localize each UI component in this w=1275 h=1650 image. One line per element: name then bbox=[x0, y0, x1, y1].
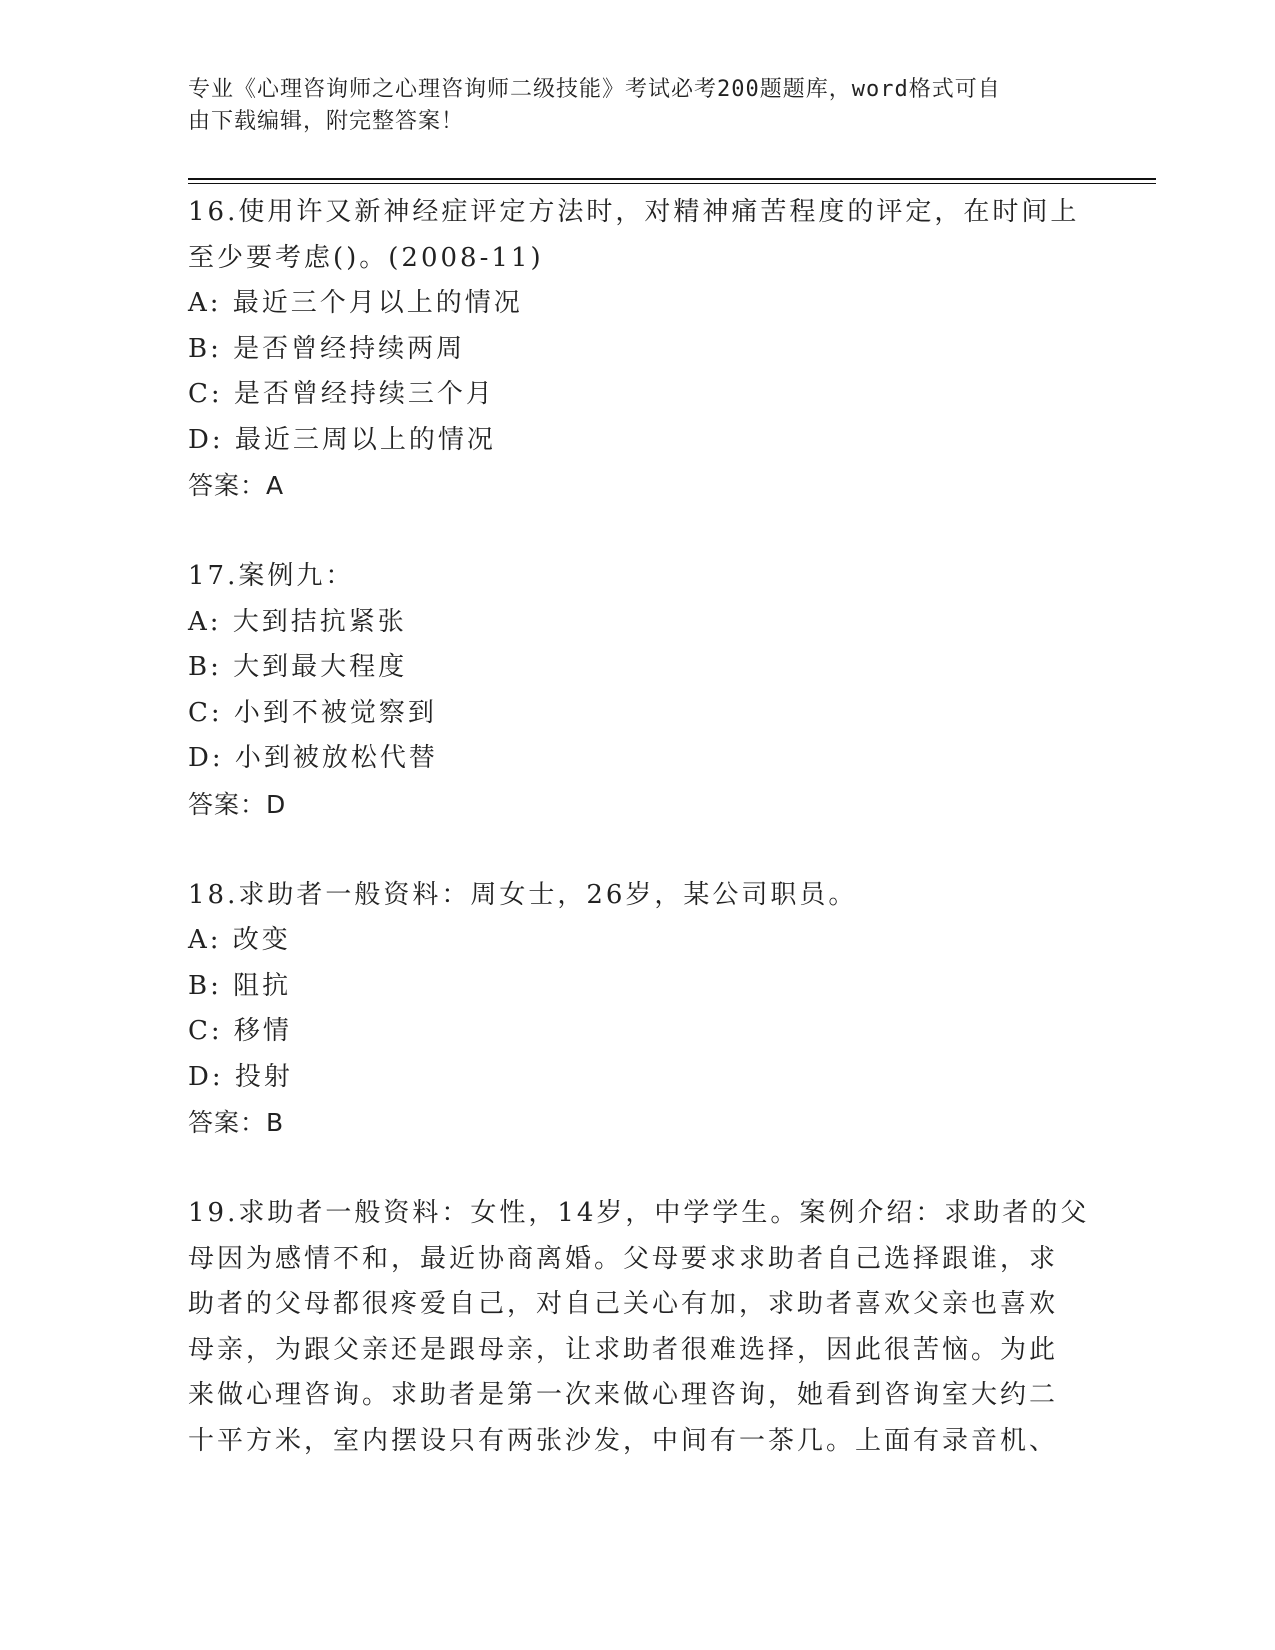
option-c: C: 小到不被觉察到 bbox=[188, 697, 437, 728]
question-17 bbox=[188, 554, 1088, 827]
question-spacer bbox=[188, 827, 1088, 873]
option-c: C: 是否曾经持续三个月 bbox=[188, 379, 495, 409]
question-list bbox=[188, 190, 1088, 1464]
question-spacer bbox=[188, 1146, 1088, 1192]
option-d: D: 最近三周以上的情况 bbox=[188, 424, 496, 455]
question-stem-line: 母亲，为跟父亲还是跟母亲，让求助者很难选择，因此很苦恼。为此 bbox=[188, 1334, 1059, 1365]
option-a: A: 大到拮抗紧张 bbox=[188, 606, 407, 637]
answer-line: 答案：A bbox=[188, 471, 285, 500]
document-header bbox=[188, 74, 1068, 138]
question-stem-line: 母因为感情不和，最近协商离婚。父母要求求助者自己选择跟谁，求 bbox=[188, 1243, 1059, 1274]
header-divider-thick bbox=[188, 178, 1156, 180]
question-stem-line: 助者的父母都很疼爱自己，对自己关心有加，求助者喜欢父亲也喜欢 bbox=[188, 1289, 1059, 1319]
answer-line: 答案：D bbox=[188, 789, 287, 819]
question-16 bbox=[188, 190, 1088, 509]
header-line-1: 专业《心理咨询师之心理咨询师二级技能》考试必考200题题库，word格式可自 bbox=[188, 77, 1001, 102]
option-b: B: 阻抗 bbox=[188, 970, 292, 1001]
question-18 bbox=[188, 873, 1088, 1146]
option-d: D: 小到被放松代替 bbox=[188, 743, 438, 773]
question-stem-line: 来做心理咨询。求助者是第一次来做心理咨询，她看到咨询室大约二 bbox=[188, 1380, 1059, 1410]
question-stem-line: 18.求助者一般资料：周女士，26岁，某公司职员。 bbox=[188, 879, 858, 910]
option-b: B: 是否曾经持续两周 bbox=[188, 333, 466, 364]
question-19 bbox=[188, 1191, 1088, 1464]
option-d: D: 投射 bbox=[188, 1061, 293, 1092]
header-line-2: 由下载编辑，附完整答案！ bbox=[188, 109, 465, 134]
option-b: B: 大到最大程度 bbox=[188, 652, 408, 682]
question-stem-line: 16.使用许又新神经症评定方法时，对精神痛苦程度的评定，在时间上 bbox=[188, 197, 1080, 227]
header-divider-thin bbox=[188, 183, 1156, 184]
option-a: A: 最近三个月以上的情况 bbox=[188, 288, 523, 318]
question-stem-line: 19.求助者一般资料：女性，14岁，中学学生。案例介绍：求助者的父 bbox=[188, 1198, 1090, 1228]
question-stem-line: 17.案例九： bbox=[188, 561, 355, 591]
question-spacer bbox=[188, 509, 1088, 555]
question-stem-line: 十平方米，室内摆设只有两张沙发，中间有一茶几。上面有录音机、 bbox=[188, 1425, 1059, 1456]
question-stem-line: 至少要考虑()。(2008-11) bbox=[188, 242, 544, 273]
option-a: A: 改变 bbox=[188, 925, 291, 955]
answer-line: 答案：B bbox=[188, 1108, 285, 1137]
option-c: C: 移情 bbox=[188, 1016, 292, 1046]
